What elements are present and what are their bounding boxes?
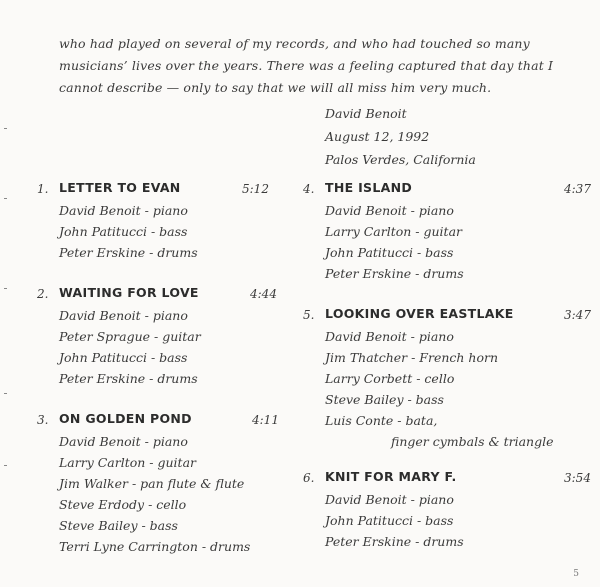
margin-mark xyxy=(4,198,7,199)
credits-list xyxy=(303,326,554,452)
page-number: 5 xyxy=(573,569,579,579)
credit-line: David Benoit - piano xyxy=(325,329,454,344)
track-title: KNIT FOR MARY F. xyxy=(325,469,457,484)
margin-mark xyxy=(4,465,7,466)
credits-list xyxy=(37,305,201,389)
credit-line: David Benoit - piano xyxy=(59,434,188,449)
track-duration: 4:37 xyxy=(564,182,591,196)
credits-list xyxy=(37,431,250,557)
credit-line: Peter Sprague - guitar xyxy=(59,329,201,344)
track-number: 1. xyxy=(37,182,49,196)
signature-place: Palos Verdes, California xyxy=(325,152,476,167)
credit-line: Terri Lyne Carrington - drums xyxy=(59,539,251,554)
credits-list xyxy=(303,200,464,284)
credit-line: Steve Bailey - bass xyxy=(59,518,178,533)
track-duration: 5:12 xyxy=(242,182,269,196)
track-title: LOOKING OVER EASTLAKE xyxy=(325,306,514,321)
margin-mark xyxy=(4,393,7,394)
credit-line: Steve Bailey - bass xyxy=(325,392,444,407)
signature-block xyxy=(325,102,476,171)
credit-line: Peter Erskine - drums xyxy=(59,245,198,260)
intro-line: musicians’ lives over the years. There was a feeling captured that day that I xyxy=(59,58,554,73)
intro-line: who had played on several of my records, and who had touched so many xyxy=(59,36,530,51)
credit-line: Steve Erdody - cello xyxy=(59,497,187,512)
credit-line: Jim Thatcher - French horn xyxy=(325,350,499,365)
margin-mark xyxy=(4,128,7,129)
credit-line: John Patitucci - bass xyxy=(325,513,454,528)
credit-line: Jim Walker - pan flute & flute xyxy=(59,476,245,491)
credit-line: John Patitucci - bass xyxy=(59,224,188,239)
credit-line-continued: finger cymbals & triangle xyxy=(391,434,554,449)
track-duration: 3:54 xyxy=(564,471,591,485)
intro-paragraph xyxy=(59,33,569,99)
track-number: 5. xyxy=(303,308,315,322)
credit-line: Larry Corbett - cello xyxy=(325,371,455,386)
track-4 xyxy=(303,178,591,284)
track-title: WAITING FOR LOVE xyxy=(59,285,199,300)
credit-line: Luis Conte - bata, xyxy=(325,413,438,428)
credit-line: Larry Carlton - guitar xyxy=(59,455,196,470)
credit-line: John Patitucci - bass xyxy=(325,245,454,260)
credits-list xyxy=(303,489,464,552)
track-duration: 4:44 xyxy=(250,287,277,301)
intro-line: cannot describe — only to say that we will all miss him very much. xyxy=(59,80,492,95)
track-5 xyxy=(303,304,591,452)
track-2 xyxy=(37,283,277,389)
credit-line: Peter Erskine - drums xyxy=(59,371,198,386)
track-title: THE ISLAND xyxy=(325,180,413,195)
track-title: ON GOLDEN POND xyxy=(59,411,192,426)
credit-line: Larry Carlton - guitar xyxy=(325,224,462,239)
signature-name: David Benoit xyxy=(325,106,407,121)
track-number: 6. xyxy=(303,471,315,485)
credit-line: Peter Erskine - drums xyxy=(325,266,464,281)
track-duration: 4:11 xyxy=(252,413,279,427)
margin-mark xyxy=(4,288,7,289)
credit-line: Peter Erskine - drums xyxy=(325,534,464,549)
track-3 xyxy=(37,409,279,557)
credit-line: David Benoit - piano xyxy=(59,203,188,218)
track-6 xyxy=(303,467,591,552)
credit-line: John Patitucci - bass xyxy=(59,350,188,365)
credit-line: David Benoit - piano xyxy=(325,492,454,507)
credits-list xyxy=(37,200,198,263)
track-number: 4. xyxy=(303,182,315,196)
credit-line: David Benoit - piano xyxy=(59,308,188,323)
credit-line: David Benoit - piano xyxy=(325,203,454,218)
track-title: LETTER TO EVAN xyxy=(59,180,181,195)
track-duration: 3:47 xyxy=(564,308,591,322)
track-number: 3. xyxy=(37,413,49,427)
signature-date: August 12, 1992 xyxy=(325,129,430,144)
track-1 xyxy=(37,178,269,263)
track-number: 2. xyxy=(37,287,49,301)
